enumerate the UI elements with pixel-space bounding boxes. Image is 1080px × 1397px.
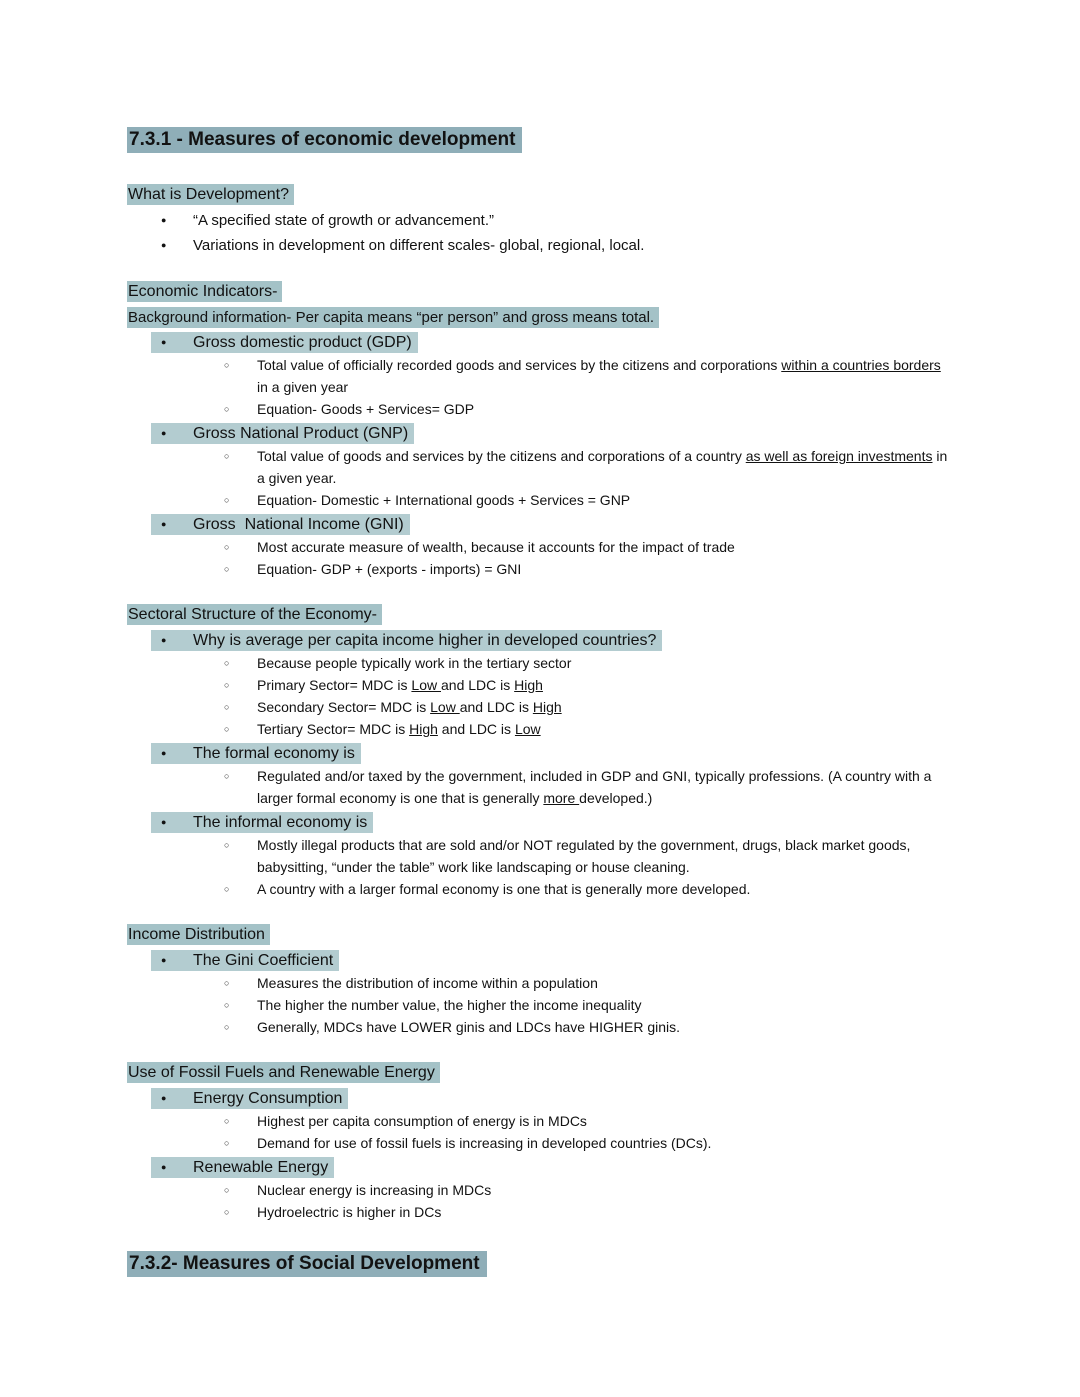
list-item [127, 445, 953, 489]
bullet-circle-icon: ○ [224, 680, 230, 690]
list-item [127, 513, 953, 536]
list-item [127, 234, 953, 257]
list-item [127, 811, 953, 834]
bullet-disc-icon: ● [161, 337, 167, 347]
bullet-disc-icon: ● [161, 240, 167, 250]
highlighted-list-text [151, 332, 418, 353]
text-segment: Tertiary Sector= MDC is [257, 721, 410, 737]
bullet-circle-icon: ○ [224, 1022, 230, 1032]
bullet-disc-icon: ● [161, 748, 167, 758]
list-item [127, 742, 953, 765]
bullet-disc-icon: ● [161, 635, 167, 645]
text-segment: Highest per capita consumption of energy is in MDCs [257, 1113, 587, 1129]
bullet-circle-icon: ○ [224, 702, 230, 712]
underlined-text: more [543, 790, 580, 806]
list-item [127, 422, 953, 445]
list-item [127, 949, 953, 972]
background-info-note: Background information- Per capita means “per person” and gross means total. [127, 307, 659, 328]
list-item [127, 1201, 953, 1223]
bullet-circle-icon: ○ [224, 1138, 230, 1148]
text-segment: Demand for use of fossil fuels is increasing in developed countries (DCs). [257, 1135, 712, 1151]
text-segment: Variations in development on different scales- global, regional, local. [193, 237, 645, 254]
section-header-fossil-fuels-renewable-energy: Use of Fossil Fuels and Renewable Energy [127, 1062, 440, 1083]
list-item [127, 834, 953, 878]
text-segment: Measures the distribution of income within a population [257, 975, 598, 991]
highlighted-list-text [151, 743, 361, 764]
list-item [127, 398, 953, 420]
underlined-text: High [409, 721, 438, 737]
section-header-income-distribution: Income Distribution [127, 924, 270, 945]
list-item [127, 1110, 953, 1132]
bullet-circle-icon: ○ [224, 1116, 230, 1126]
text-segment: developed.) [579, 790, 653, 806]
list-item [127, 1179, 953, 1201]
highlighted-list-text [151, 1157, 334, 1178]
text-segment: Secondary Sector= MDC is [257, 699, 431, 715]
text-segment: Most accurate measure of wealth, because it accounts for the impact of trade [257, 539, 735, 555]
underlined-text: as well as foreign investments [745, 448, 933, 464]
highlighted-list-text [151, 423, 414, 444]
text-segment: The formal economy is [193, 745, 355, 762]
text-segment: The higher the number value, the higher the income inequality [257, 997, 642, 1013]
text-segment: and LDC is [459, 699, 533, 715]
list-item [127, 878, 953, 900]
section-header-sectoral-structure: Sectoral Structure of the Economy- [127, 604, 382, 625]
underlined-text: Low [430, 699, 460, 715]
list-item [127, 1132, 953, 1154]
section-header-line [127, 923, 953, 947]
text-segment: Why is average per capita income higher in developed countries? [193, 632, 657, 649]
list-item [127, 209, 953, 232]
list-text [151, 237, 644, 254]
list-item [127, 652, 953, 674]
text-segment: and LDC is [437, 721, 515, 737]
section-note-line [127, 306, 953, 329]
text-segment: Equation- Domestic + International goods + Services = GNP [257, 492, 631, 508]
text-segment: The informal economy is [193, 814, 368, 831]
list-item [127, 1016, 953, 1038]
text-segment: Regulated and/or taxed by the government, included in GDP and GNI, typically professions. (A country with a larger formal economy is one that is generally [257, 768, 936, 806]
list-item [127, 354, 953, 398]
list-item [127, 1156, 953, 1179]
section-fossil-fuels-renewable-energy [127, 1061, 953, 1223]
list-item [127, 331, 953, 354]
bullet-circle-icon: ○ [224, 658, 230, 668]
bullet-disc-icon: ● [161, 1162, 167, 1172]
section-title-7-3-1-text: 7.3.1 - Measures of economic development [127, 127, 522, 153]
section-header-line [127, 183, 953, 207]
text-segment: Equation- GDP + (exports - imports) = GNI [257, 561, 522, 577]
text-segment: and LDC is [441, 677, 515, 693]
section-economic-indicators [127, 280, 953, 580]
bullet-circle-icon: ○ [224, 564, 230, 574]
bullet-circle-icon: ○ [224, 360, 230, 370]
text-segment: in a given year [257, 357, 945, 395]
text-segment: Gross National Income (GNI) [193, 516, 404, 533]
highlighted-list-text [151, 630, 662, 651]
text-segment: The Gini Coefficient [193, 952, 334, 969]
section-header-line [127, 603, 953, 627]
bullet-circle-icon: ○ [224, 542, 230, 552]
section-title-7-3-2 [127, 1252, 953, 1276]
bullet-disc-icon: ● [161, 1093, 167, 1103]
section-header-line [127, 1061, 953, 1085]
text-segment: Gross National Product (GNP) [193, 425, 409, 442]
text-segment: Generally, MDCs have LOWER ginis and LDCs have HIGHER ginis. [257, 1019, 681, 1035]
bullet-disc-icon: ● [161, 215, 167, 225]
text-segment: Hydroelectric is higher in DCs [257, 1204, 442, 1220]
bullet-circle-icon: ○ [224, 495, 230, 505]
underlined-text: High [514, 677, 543, 693]
section-title-7-3-1 [127, 128, 953, 152]
section-header-line [127, 280, 953, 304]
section-header-economic-indicators: Economic Indicators- [127, 281, 282, 302]
text-segment: Gross domestic product (GDP) [193, 334, 412, 351]
highlighted-list-text [151, 1088, 348, 1109]
list-item [127, 536, 953, 558]
text-segment: Energy Consumption [193, 1090, 343, 1107]
bullet-disc-icon: ● [161, 817, 167, 827]
bullet-disc-icon: ● [161, 955, 167, 965]
text-segment: Total value of officially recorded goods and services by the citizens and corporations [257, 357, 782, 373]
bullet-disc-icon: ● [161, 519, 167, 529]
text-segment: Because people typically work in the tertiary sector [257, 655, 572, 671]
section-title-7-3-2-text: 7.3.2- Measures of Social Development [127, 1251, 487, 1277]
section-sectoral-structure [127, 603, 953, 900]
text-segment: “A specified state of growth or advancement.” [193, 212, 494, 229]
list-item [127, 994, 953, 1016]
text-segment: Total value of goods and services by the citizens and corporations of a country [257, 448, 746, 464]
underlined-text: within a countries borders [781, 357, 941, 373]
text-segment: Nuclear energy is increasing in MDCs [257, 1182, 492, 1198]
list-item [127, 674, 953, 696]
text-segment: Primary Sector= MDC is [257, 677, 412, 693]
underlined-text: Low [411, 677, 441, 693]
text-segment: Equation- Goods + Services= GDP [257, 401, 475, 417]
list-item [127, 696, 953, 718]
text-segment: A country with a larger formal economy is one that is generally more developed. [257, 881, 751, 897]
bullet-circle-icon: ○ [224, 451, 230, 461]
bullet-circle-icon: ○ [224, 1000, 230, 1010]
bullet-circle-icon: ○ [224, 771, 230, 781]
list-item [127, 629, 953, 652]
highlighted-list-text [151, 514, 410, 535]
list-item [127, 718, 953, 740]
list-item [127, 558, 953, 580]
list-item [127, 765, 953, 809]
underlined-text: High [532, 699, 562, 715]
section-income-distribution [127, 923, 953, 1038]
sections-container [127, 183, 953, 1223]
bullet-circle-icon: ○ [224, 724, 230, 734]
text-segment: Mostly illegal products that are sold and/or NOT regulated by the government, drugs, black market goods, babysitting, “under the table” work like landscaping or house cleaning. [257, 837, 915, 875]
highlighted-list-text [151, 950, 339, 971]
text-segment: Renewable Energy [193, 1159, 329, 1176]
bullet-circle-icon: ○ [224, 404, 230, 414]
section-what-is-development [127, 183, 953, 257]
list-item [127, 1087, 953, 1110]
bullet-circle-icon: ○ [224, 1207, 230, 1217]
text-segment: in a given year. [257, 448, 952, 486]
underlined-text: Low [514, 721, 541, 737]
bullet-circle-icon: ○ [224, 1185, 230, 1195]
list-item [127, 972, 953, 994]
list-text [151, 212, 494, 229]
bullet-disc-icon: ● [161, 428, 167, 438]
list-item [127, 489, 953, 511]
section-header-what-is-development: What is Development? [127, 184, 294, 205]
bullet-circle-icon: ○ [224, 884, 230, 894]
highlighted-list-text [151, 812, 373, 833]
bullet-circle-icon: ○ [224, 978, 230, 988]
bullet-circle-icon: ○ [224, 840, 230, 850]
